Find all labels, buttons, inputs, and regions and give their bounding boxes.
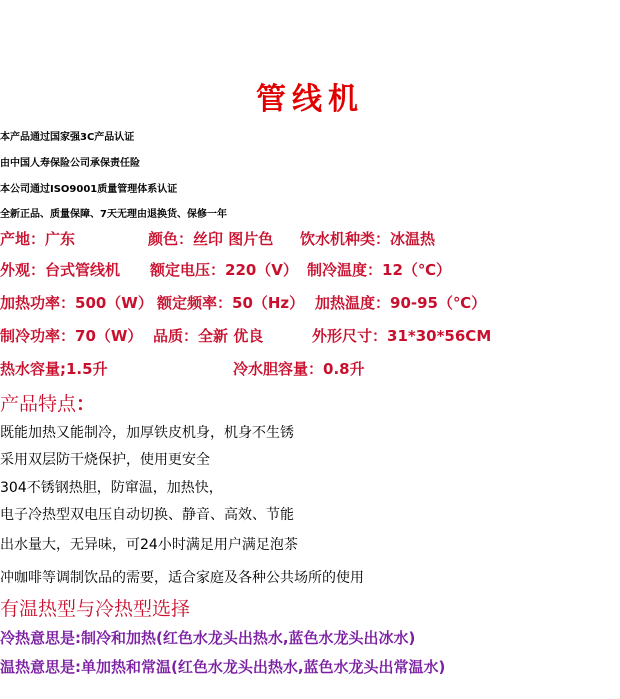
feature-item: 304不锈钢热胆，防窜温，加热快， — [0, 480, 223, 496]
features-heading-colon: ： — [76, 393, 96, 415]
spec-frequency: 额定频率：50（Hz） — [157, 294, 305, 312]
spec-heating-power: 加热功率：500（W） — [0, 294, 153, 312]
features-heading-text: 产品特点 — [0, 393, 77, 415]
type-description-cold-hot: 冷热意思是:制冷和加热(红色水龙头出热水,蓝色水龙头出冰水) — [0, 629, 416, 647]
spec-cooling-power: 制冷功率：70（W） — [0, 327, 143, 345]
certification-line: 本产品通过国家强3C产品认证 — [0, 132, 135, 143]
spec-cooling-temp: 制冷温度：12（℃） — [307, 261, 452, 279]
feature-item: 冲咖啡等调制饮品的需要，适合家庭及各种公共场所的使用 — [0, 570, 364, 586]
page-title: 管线机 — [256, 82, 364, 117]
spec-origin: 产地：广东 — [0, 230, 76, 248]
spec-type: 饮水机种类：冰温热 — [300, 230, 436, 248]
certification-line: 全新正品、质量保障、7天无理由退换货、保修一年 — [0, 209, 227, 220]
spec-color: 颜色：丝印 图片色 — [148, 230, 274, 248]
spec-appearance: 外观：台式管线机 — [0, 261, 121, 279]
certification-line: 本公司通过ISO9001质量管理体系认证 — [0, 184, 178, 195]
spec-voltage: 额定电压：220（V） — [150, 261, 298, 279]
features-heading — [0, 389, 95, 416]
certification-line: 由中国人寿保险公司承保责任险 — [0, 158, 140, 169]
feature-item: 采用双层防干烧保护，使用更安全 — [0, 452, 210, 468]
spec-heating-temp: 加热温度：90-95（℃） — [315, 294, 487, 312]
spec-dimensions: 外形尺寸：31*30*56CM — [312, 327, 492, 345]
spec-hot-capacity: 热水容量;1.5升 — [0, 360, 108, 378]
spec-quality: 品质：全新 优良 — [153, 327, 264, 345]
feature-item: 既能加热又能制冷，加厚铁皮机身，机身不生锈 — [0, 425, 294, 441]
spec-cold-capacity: 冷水胆容量：0.8升 — [233, 360, 365, 378]
feature-item: 电子冷热型双电压自动切换、静音、高效、节能 — [0, 507, 294, 523]
feature-item: 出水量大，无异味，可24小时满足用户满足泡茶 — [0, 537, 298, 553]
type-description-warm-hot: 温热意思是:单加热和常温(红色水龙头出热水,蓝色水龙头出常温水) — [0, 658, 446, 676]
types-heading: 有温热型与冷热型选择 — [0, 598, 191, 620]
